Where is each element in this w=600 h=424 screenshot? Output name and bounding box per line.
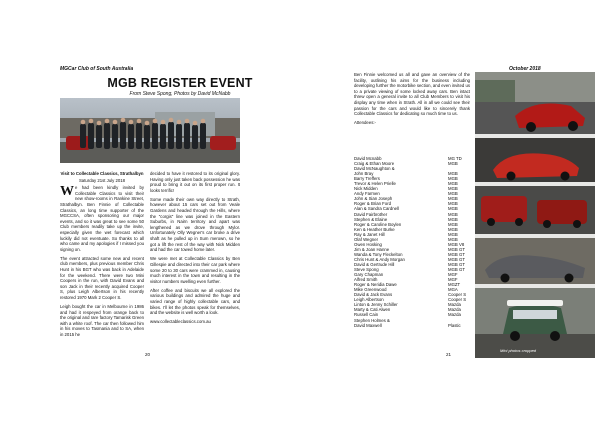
attendee-name: Leigh Albertson xyxy=(354,297,384,303)
attendee-name: David Mcnabb xyxy=(354,156,382,161)
article-byline: From Steve Spong, Photos by David McNabb xyxy=(129,91,231,97)
attendee-name: David Maxwell xyxy=(354,322,382,328)
right-page xyxy=(300,0,600,424)
attendee-car: MGZT xyxy=(448,282,461,288)
group-photo xyxy=(60,98,240,163)
event-date: Saturday 21st July 2018 xyxy=(78,177,126,183)
attendee-car: MGB xyxy=(448,176,458,182)
attendee-name: Ray & Janet Hill xyxy=(354,231,385,237)
attendee-name: John & Sian Joseph xyxy=(354,196,393,202)
attendee-car: MGB xyxy=(448,216,458,222)
attendee-car: MGB xyxy=(448,196,458,202)
attendee-name: Owen Hosking xyxy=(354,241,382,247)
attendee-car: Cooper S xyxy=(448,297,467,303)
attendee-name: Ken & Heather Burke xyxy=(354,226,395,232)
attendee-name: Stephen Holmes & xyxy=(354,317,390,323)
attendee-car: MGF xyxy=(448,277,458,283)
attendee-name: Stephen & Elaine xyxy=(354,216,388,222)
attendee-car: MGB xyxy=(448,226,458,232)
paragraph: We had been kindly invited by Collectable Classics to visit their new show-rooms in Rankine Street, Strathalbyn. Ben Finnie of Collectable Classics, an long time supporter of the MGCCSA, often sponsoring our major events, and so it was great to see some 50 Club members readily take up the invite, especially given the wet forecast which luckily did not eventuate. So thanks to all who came and my apologies if I missed you signing on. xyxy=(60,184,144,252)
attendee-car: MGB xyxy=(448,221,458,227)
attendee-name: Alan & Sandra Cardnell xyxy=(354,206,399,212)
attendee-car: Cooper S xyxy=(448,292,467,298)
attendee-car: MGB xyxy=(448,181,458,187)
attendee-name: David & Gertrude Hill xyxy=(354,261,395,267)
attendee-car: MGB xyxy=(448,201,458,207)
attendee-car: MGA xyxy=(448,287,458,293)
attendee-name: David McNaughton & xyxy=(354,166,395,172)
attendee-name: Russell Cain xyxy=(354,312,379,318)
attendee-name: Roger & Neridia Dawe xyxy=(354,282,397,288)
attendee-car: MGB xyxy=(448,186,458,192)
drop-cap: W xyxy=(60,184,74,200)
attendee-car: MG TD xyxy=(448,156,462,161)
club-header: MGCar Club of South Australia xyxy=(60,66,134,72)
page-number-left: 20 xyxy=(145,352,151,357)
attendee-name: David & Jack Evans xyxy=(354,292,393,298)
attendee-car: MGB GT xyxy=(448,251,465,257)
event-caption: Visit to Collectable Classics, Strathalbyn xyxy=(60,171,144,176)
attendee-name: Wanda & Tony Fleckelton xyxy=(354,251,403,257)
page-number-right: 21 xyxy=(446,352,452,357)
attendee-name: Mike Greenwood xyxy=(354,287,387,293)
paragraph: We were met at Collectable Classics by Ben Gillespie and directed into their car park where some 20 to 30 cars were crammed in, causing much interest in the town and resulting in the visitor numbers swelling even further. xyxy=(150,256,240,284)
attendee-name: Marty & Cati Alwen xyxy=(354,307,391,313)
paragraph: Ben Finnie welcomed us all and gave an overview of the facility, outlining his aims for the business including developing further the motorbike section, and even invited us to a private viewing of some locked away cars. Ben intact threw open a general invite to all Club Members to visit his display any time when in Strath. All in all we could see their passion for the cars and would like to sincerely thank Collectable Classics for dedicating so much time to us. xyxy=(354,72,470,117)
attendee-car: MGB xyxy=(448,211,458,217)
attendee-car: MGB xyxy=(448,231,458,237)
paragraph: The event attracted some new and recent club members, plus previous member Chris Hunt in his BGT who was back in Adelaide for the weekend. There were two Mini Coopers in the run, with David Evans and son Jack in their recently acquired Cooper S, plus Leigh Albertson in his recently restored 1970 Mark 2 Cooper S. xyxy=(60,255,144,300)
attendee-name: Chris Hunt & Andy Morgan xyxy=(354,256,405,262)
attendee-name: Nick Midden xyxy=(354,186,378,192)
article-column-1 xyxy=(60,171,144,341)
attendee-name: Alfred Smith xyxy=(354,277,378,283)
paragraph: Some made their own way directly to Strath, however about 15 cars set out from Veale Gardens and headed through the Hills, where the "corgis" line was joined in the Eastern Suburbs, in Nairn territory and apart was lengthened as we drove through Mylor. Unfortunately Olly Wegner's car broke a drive shaft as he pulled up in Sum merown, so he got a lift the rest of the way with Nick Midden and had the car towed home later. xyxy=(150,196,240,253)
attendee-name: Barry Treffers xyxy=(354,176,380,182)
attendee-car: MGB xyxy=(448,191,458,197)
attendee-name: John Bray xyxy=(354,171,374,177)
car-photos xyxy=(475,72,595,358)
attendee-name: Jim & Joan Hanne xyxy=(354,246,390,252)
attendee-car: Plastic xyxy=(448,322,461,328)
attendee-name: David Fairbrother xyxy=(354,211,388,217)
paragraph: After coffee and biscuits we all explored the various buildings and admired the huge and varied range of highly collectable cars, and bikes. I'll let the photos speak for themselves, and the website is well worth a look. xyxy=(150,287,240,316)
date-header: October 2018 xyxy=(509,66,541,72)
attendee-car: MGB xyxy=(448,236,458,242)
attendee-name: Andy Farmen xyxy=(354,191,380,197)
attendees-list xyxy=(354,156,470,328)
attendee-name: Gary Chapman xyxy=(354,272,384,278)
attendee-name: Trevor & Helen Prielle xyxy=(354,181,396,187)
attendee-car: MGF xyxy=(448,272,458,278)
attendee-row xyxy=(354,323,470,328)
attendee-car: Mazda xyxy=(448,312,461,318)
attendee-car: MGB xyxy=(448,206,458,212)
attendee-car: MGB GT xyxy=(448,256,465,262)
website-link[interactable]: www.collectableclassics.com.au xyxy=(150,319,211,325)
attendees-label: Attendees:- xyxy=(354,120,376,126)
attendee-name: Roger & Brian Ford xyxy=(354,201,392,207)
attendee-name: Roger & Caroline Boylen xyxy=(354,221,402,227)
attendee-car: MGB xyxy=(448,171,458,177)
attendee-car: Mazda xyxy=(448,307,461,313)
paragraph: decided to have it restored to its original glory. Having only just taken back possession he was proud to bring it out on its first proper run. It looks terrific! xyxy=(150,171,240,193)
attendee-name: Craig & Ethan Moore xyxy=(354,161,395,167)
paragraph: Leigh bought the car in Melbourne in 1986 and had it respeyed from orange back to the original and rare factory Tamarisk Green with a white roof. The car then followed him in his moves to Tasmania and to SA, when in 2015 he xyxy=(60,304,144,338)
attendee-name: Olaf Wegner xyxy=(354,236,379,242)
attendee-car: MGB GT xyxy=(448,267,465,273)
attendee-car: MGB GT xyxy=(448,261,465,267)
attendee-car: Mazda xyxy=(448,302,461,308)
attendee-car: MGB GT xyxy=(448,246,465,252)
attendee-name: Steve Spong xyxy=(354,267,379,273)
article-title: MGB REGISTER EVENT xyxy=(107,76,253,90)
photo-caption: Mini photos cropped xyxy=(500,348,537,353)
attendee-car: MGB V8 xyxy=(448,241,465,247)
attendee-name: Linton & Jenny Schiller xyxy=(354,302,398,308)
attendee-car: MGB xyxy=(448,161,458,167)
intro-column xyxy=(354,72,470,129)
article-column-2 xyxy=(150,171,240,328)
